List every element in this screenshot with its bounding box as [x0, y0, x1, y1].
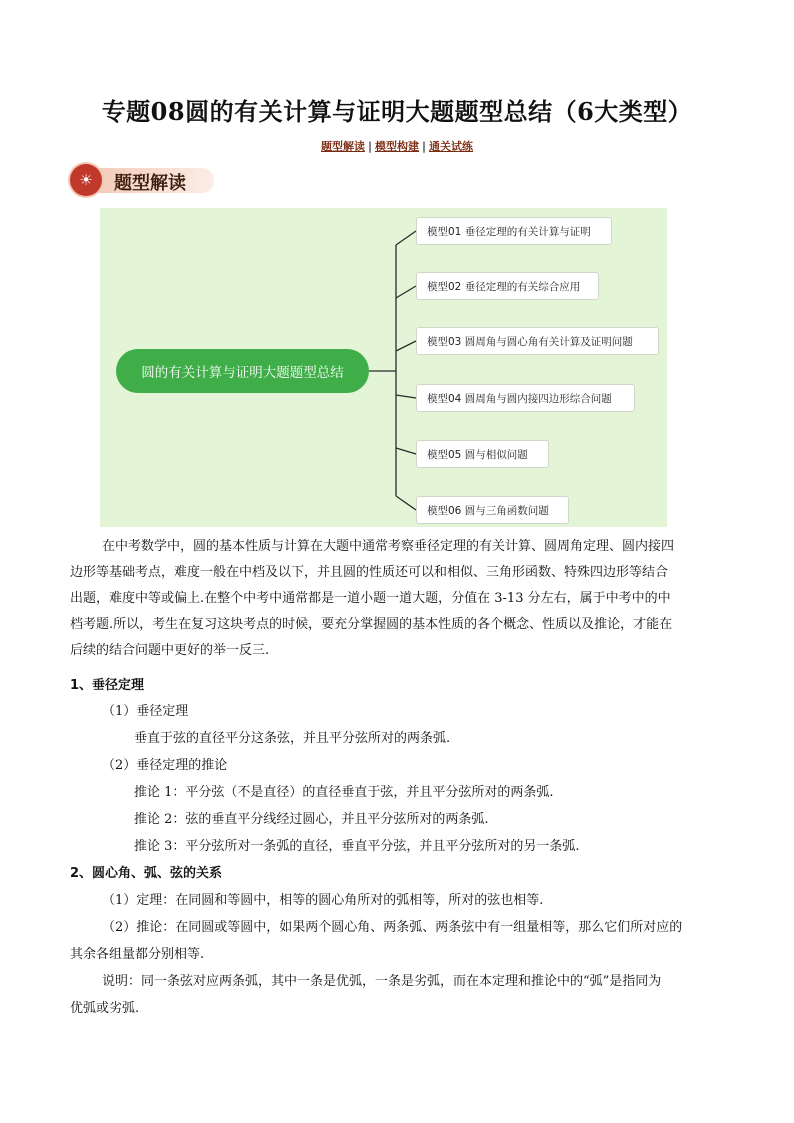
intro-line-4: 档考题.所以，考生在复习这块考点的时候，要充分掌握圆的基本性质的各个概念、性质以及推论，才能在 — [70, 617, 673, 632]
connector-branch-6 — [396, 496, 416, 510]
mindmap-branch-4: 模型04 圆周角与圆内接四边形综合问题 — [416, 384, 635, 412]
connector-branch-4 — [396, 395, 416, 398]
section-2-item-2-line-2: 其余各组量都分别相等. — [70, 947, 205, 962]
mindmap-branch-3: 模型03 圆周角与圆心角有关计算及证明问题 — [416, 327, 659, 355]
section-2-note-line-2: 优弧或劣弧. — [70, 1001, 140, 1016]
subtitle-part-2[interactable]: 模型构建 — [375, 140, 419, 153]
mindmap-diagram — [100, 208, 667, 527]
section-1-item-1-text: 垂直于弦的直径平分这条弦，并且平分弦所对的两条弧. — [134, 731, 451, 746]
subtitle-separator: | — [422, 140, 427, 153]
intro-line-3: 出题，难度中等或偏上.在整个中考中通常都是一道小题一道大题，分值在 3-13 分左右，属于中考中的中 — [70, 591, 671, 606]
mindmap-branch-6: 模型06 圆与三角函数问题 — [416, 496, 569, 524]
corollary-1: 推论 1：平分弦（不是直径）的直径垂直于弦，并且平分弦所对的两条弧. — [134, 785, 554, 800]
mindmap-branch-5: 模型05 圆与相似问题 — [416, 440, 549, 468]
intro-line-1: 在中考数学中，圆的基本性质与计算在大题中通常考察垂径定理的有关计算、圆周角定理、圆内接四 — [102, 539, 675, 554]
subtitle-separator: | — [367, 140, 372, 153]
section-2-heading: 2、圆心角、弧、弦的关系 — [70, 866, 223, 881]
intro-line-2: 边形等基础考点，难度一般在中档及以下，并且圆的性质还可以和相似、三角形函数、特殊四边形等结合 — [70, 565, 669, 580]
intro-line-5: 后续的结合问题中更好的举一反三. — [70, 643, 270, 658]
section-1-item-1-label: （1）垂径定理 — [102, 704, 189, 719]
connector-branch-1 — [396, 231, 416, 245]
mindmap-branch-1: 模型01 垂径定理的有关计算与证明 — [416, 217, 612, 245]
subtitle-part-3[interactable]: 通关试练 — [429, 140, 474, 153]
corollary-2: 推论 2：弦的垂直平分线经过圆心，并且平分弦所对的两条弧. — [134, 812, 489, 827]
page-title: 专题08圆的有关计算与证明大题题型总结（6大类型） — [101, 97, 693, 126]
subtitle-bar — [0, 138, 794, 154]
section-1-item-2-label: （2）垂径定理的推论 — [102, 758, 228, 773]
connector-branch-5 — [396, 448, 416, 454]
connector-branch-2 — [396, 286, 416, 298]
section-1-heading: 1、垂径定理 — [70, 678, 145, 693]
section-banner — [70, 164, 214, 196]
section-2-item-1: （1）定理：在同圆和等圆中，相等的圆心角所对的弧相等，所对的弦也相等. — [102, 893, 544, 908]
section-2-item-2-line-1: （2）推论：在同圆或等圆中，如果两个圆心角、两条弧、两条弦中有一组量相等，那么它们所对应的 — [102, 920, 683, 935]
connector-branch-3 — [396, 341, 416, 351]
subtitle-part-1[interactable]: 题型解读 — [320, 140, 365, 153]
section-2-note-line-1: 说明：同一条弦对应两条弧，其中一条是优弧，一条是劣弧，而在本定理和推论中的“弧”是指同为 — [102, 974, 662, 989]
corollary-3: 推论 3：平分弦所对一条弧的直径，垂直平分弦，并且平分弦所对的另一条弧. — [134, 839, 580, 854]
mindmap-root-node: 圆的有关计算与证明大题题型总结 — [116, 349, 369, 393]
mindmap-branch-2: 模型02 垂径定理的有关综合应用 — [416, 272, 599, 300]
banner-label: 题型解读 — [114, 173, 186, 194]
banner-sun-icon: ☀ — [70, 164, 102, 196]
